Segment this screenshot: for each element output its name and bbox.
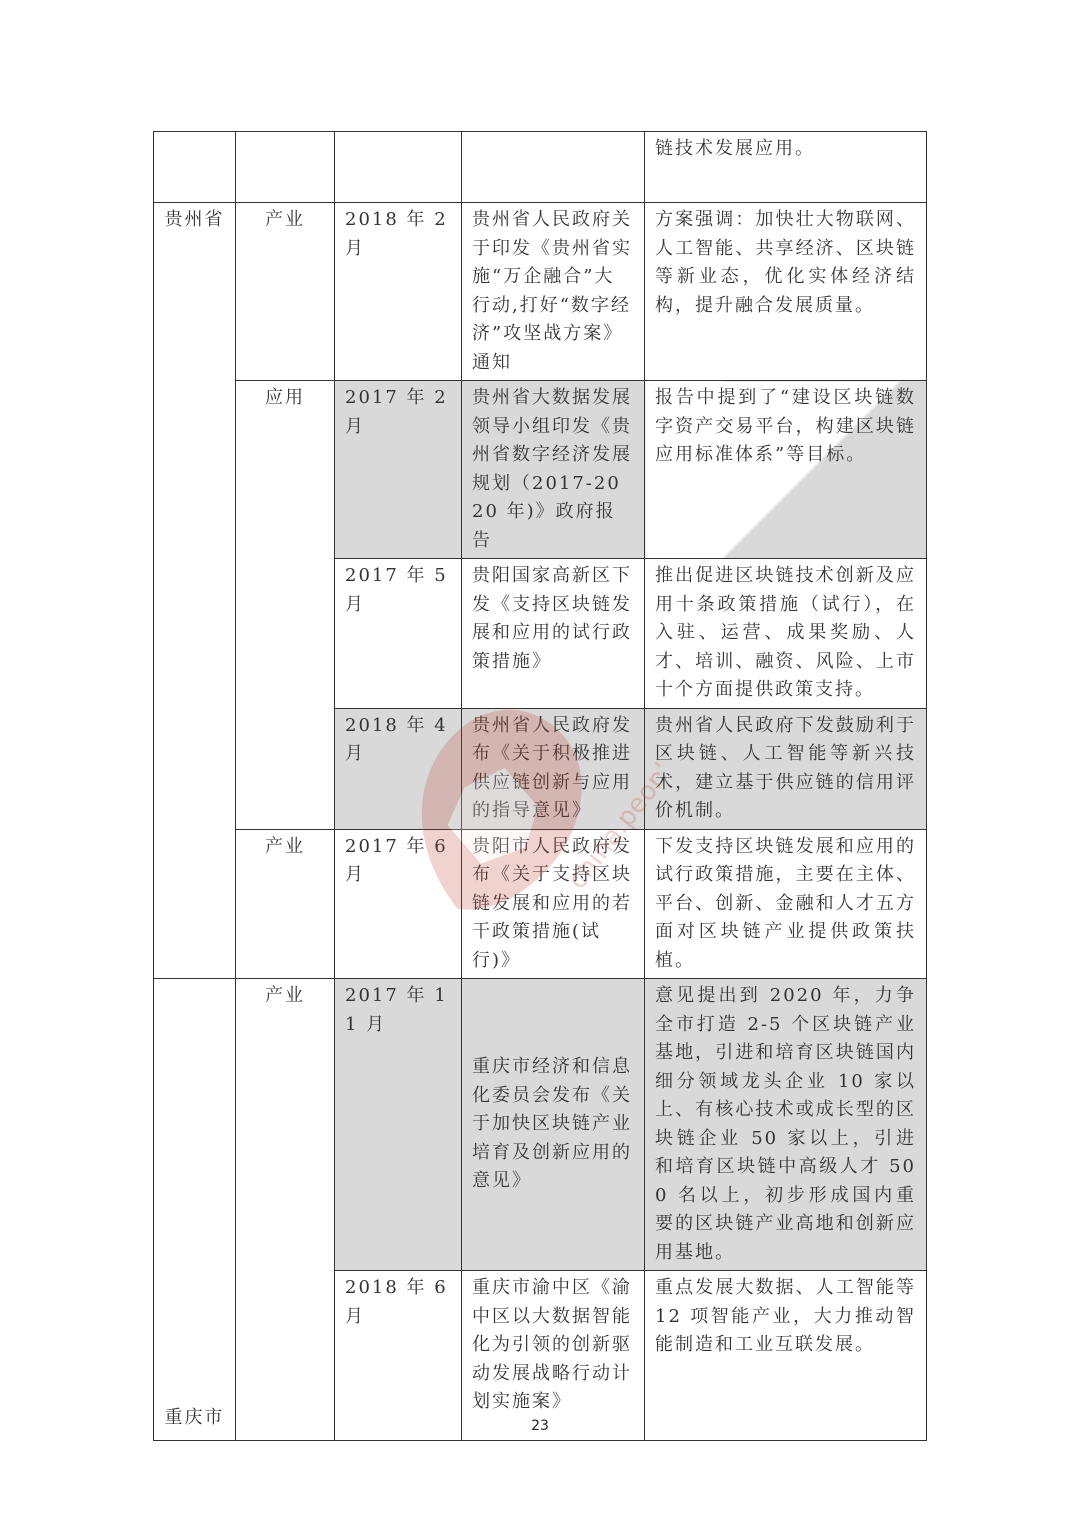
description-cell: 推出促进区块链技术创新及应用十条政策措施（试行），在入驻、运营、成果奖励、人才、培训、融资、风险、上市十个方面提供政策支持。 — [645, 559, 927, 709]
document-cell: 贵州省大数据发展领导小组印发《贵州省数字经济发展规划（2017-2020 年)》政府报告 — [462, 381, 645, 559]
description-cell: 下发支持区块链发展和应用的试行政策措施，主要在主体、平台、创新、金融和人才五方面对区块链产业提供政策扶植。 — [645, 829, 927, 979]
date-cell: 2017 年 6 月 — [335, 829, 462, 979]
date-cell: 2018 年 6 月 — [335, 1271, 462, 1441]
category-cell: 产业 — [236, 829, 335, 979]
table-row — [154, 381, 927, 559]
document-cell: 贵州省人民政府关于印发《贵州省实施“万企融合”大行动,打好“数字经济”攻坚战方案》通知 — [462, 203, 645, 381]
date-cell: 2018 年 4 月 — [335, 708, 462, 829]
document-cell: 贵阳市人民政府发布《关于支持区块链发展和应用的若干政策措施(试行)》 — [462, 829, 645, 979]
table-row — [154, 829, 927, 979]
category-cell: 产业 — [236, 203, 335, 381]
document-cell: 贵州省人民政府发布《关于积极推进供应链创新与应用的指导意见》 — [462, 708, 645, 829]
document-cell: 贵阳国家高新区下发《支持区块链发展和应用的试行政策措施》 — [462, 559, 645, 709]
table-row — [154, 203, 927, 381]
policy-table — [153, 131, 927, 1441]
description-cell: 链技术发展应用。 — [645, 132, 927, 203]
description-cell: 重点发展大数据、人工智能等 12 项智能产业，大力推动智能制造和工业互联发展。 — [645, 1271, 927, 1441]
description-cell: 贵州省人民政府下发鼓励利于区块链、人工智能等新兴技术，建立基于供应链的信用评价机制。 — [645, 708, 927, 829]
table-cell — [335, 132, 462, 203]
category-cell: 产业 — [236, 979, 335, 1441]
page-number: 23 — [531, 1418, 549, 1434]
date-cell: 2017 年 2 月 — [335, 381, 462, 559]
document-cell: 重庆市渝中区《渝中区以大数据智能化为引领的创新驱动发展战略行动计划实施案》 — [462, 1271, 645, 1441]
date-cell: 2018 年 2 月 — [335, 203, 462, 381]
table-row — [154, 979, 927, 1271]
date-cell: 2017 年 11 月 — [335, 979, 462, 1271]
description-cell: 方案强调：加快壮大物联网、人工智能、共享经济、区块链等新业态，优化实体经济结构，提升融合发展质量。 — [645, 203, 927, 381]
date-cell: 2017 年 5 月 — [335, 559, 462, 709]
table-cell — [154, 132, 236, 203]
category-cell: 应用 — [236, 381, 335, 830]
table-cell — [236, 132, 335, 203]
document-cell: 重庆市经济和信息化委员会发布《关于加快区块链产业培育及创新应用的意见》 — [462, 979, 645, 1271]
description-cell: 报告中提到了“建设区块链数字资产交易平台，构建区块链应用标准体系”等目标。 — [645, 381, 927, 559]
table-row — [154, 132, 927, 203]
description-cell: 意见提出到 2020 年，力争全市打造 2-5 个区块链产业基地，引进和培育区块链国内细分领域龙头企业 10 家以上、有核心技术或成长型的区块链企业 50 家以上，引进和培育区块链中高级人才 500 名以上，初步形成国内重要的区块链产业高地和创新应用基地。 — [645, 979, 927, 1271]
table-cell — [462, 132, 645, 203]
province-cell-chongqing: 重庆市 — [154, 979, 236, 1441]
province-cell-guizhou: 贵州省 — [154, 203, 236, 979]
